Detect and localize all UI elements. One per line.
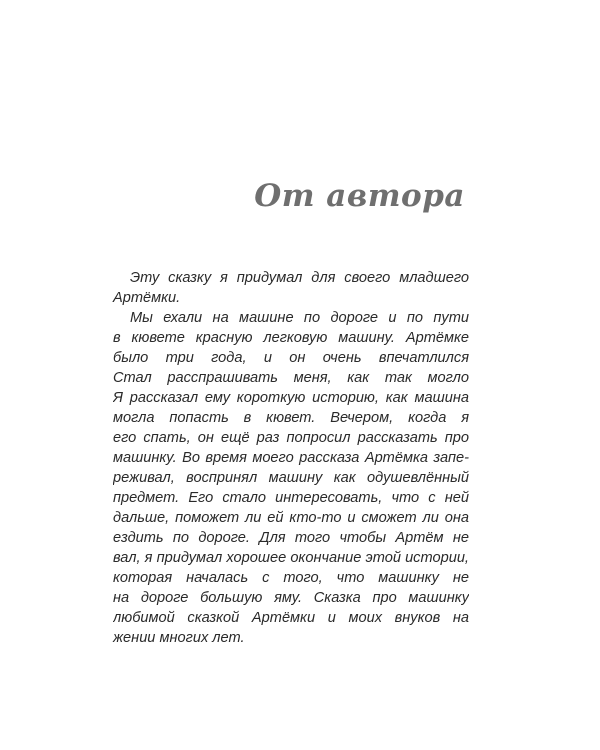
text-line: Мы ехали на машине по дороге и по пути: [130, 310, 469, 326]
text-line: машинку. Во время моего рассказа Артёмка запе-: [113, 450, 469, 466]
text-line: его спать, он ещё раз попросил рассказать про: [113, 430, 469, 446]
paragraph-2: [113, 308, 469, 648]
chapter-title: От автора: [254, 178, 465, 214]
text-line: Я рассказал ему короткую историю, как машина: [113, 390, 469, 406]
text-line: ездить по дороге. Для того чтобы Артём не: [113, 530, 469, 546]
text-line: Эту сказку я придумал для своего младшего: [130, 270, 469, 286]
text-line: которая началась с того, что машинку не: [113, 570, 469, 586]
text-line: предмет. Его стало интересовать, что с ней: [113, 490, 469, 506]
text-line: реживал, воспринял машину как одушевлённый: [113, 470, 469, 486]
text-line: Артёмки.: [113, 290, 181, 306]
text-line: было три года, и он очень впечатлился: [113, 350, 469, 366]
text-line: на дороге большую яму. Сказка про машинку: [113, 590, 469, 606]
text-line: Стал расспрашивать меня, как так могло: [113, 370, 469, 386]
text-line: могла попасть в кювет. Вечером, когда я: [113, 410, 469, 426]
text-line: любимой сказкой Артёмки и моих внуков на: [113, 610, 469, 626]
body-text: [113, 268, 469, 648]
text-line: вал, я придумал хорошее окончание этой истории,: [113, 550, 469, 566]
paragraph-1: [113, 268, 469, 308]
text-line: дальше, поможет ли ей кто-то и сможет ли она: [113, 510, 469, 526]
text-line: жении многих лет.: [113, 630, 245, 646]
text-line: в кювете красную легковую машину. Артёмке: [113, 330, 469, 346]
